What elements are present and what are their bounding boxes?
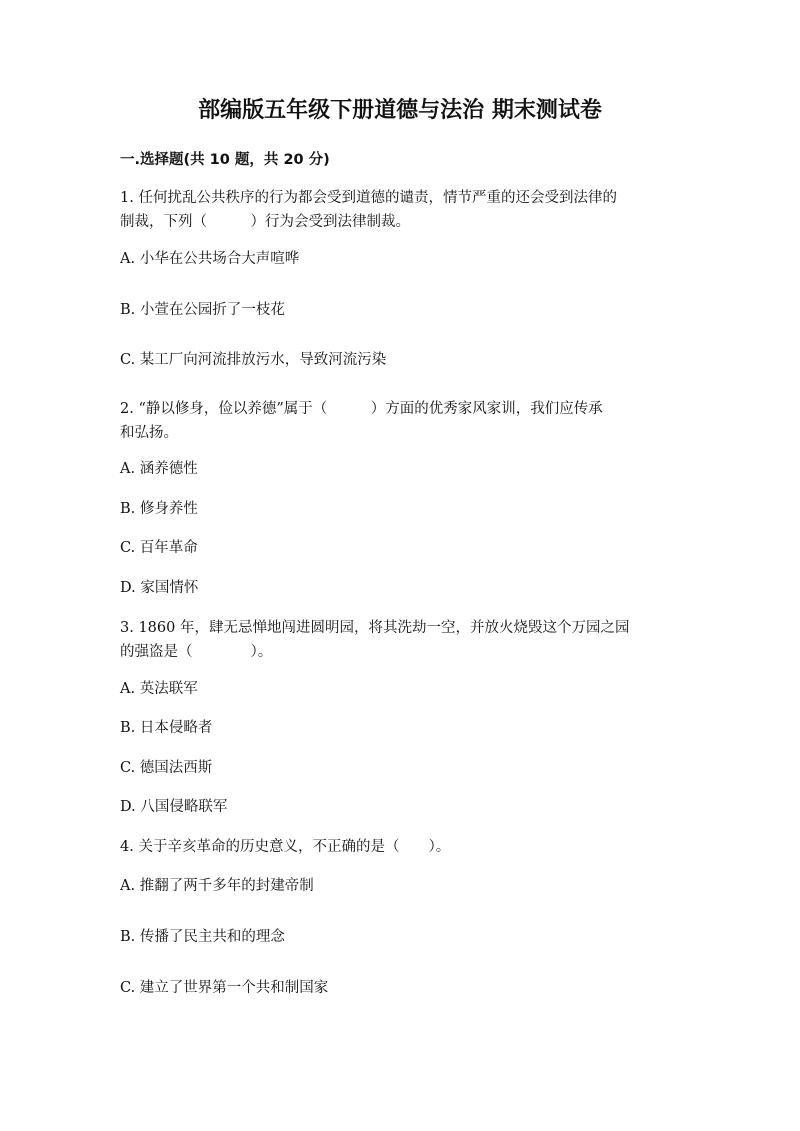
question-text-line: 的强盗是（ ）。	[120, 644, 273, 660]
question-3-option-a: A. 英法联军	[120, 681, 198, 697]
question-text-line: 制裁，下列（ ）行为会受到法律制裁。	[120, 214, 410, 230]
question-text-line: 3. 1860 年，肆无忌惮地闯进圆明园，将其洗劫一空，并放火烧毁这个万园之园	[120, 620, 630, 636]
question-4-option-b: B. 传播了民主共和的理念	[120, 929, 285, 945]
question-2	[120, 397, 680, 445]
question-text-line: 1. 任何扰乱公共秩序的行为都会受到道德的谴责，情节严重的还会受到法律的	[120, 190, 617, 206]
question-4-option-c: C. 建立了世界第一个共和制国家	[120, 980, 329, 996]
question-2-option-c: C. 百年革命	[120, 540, 198, 556]
question-3-option-d: D. 八国侵略联军	[120, 799, 228, 815]
question-1-option-b: B. 小萱在公园折了一枝花	[120, 302, 285, 318]
question-2-option-d: D. 家国情怀	[120, 580, 199, 596]
question-text-line: 2. “静以修身，俭以养德”属于（ ）方面的优秀家风家训，我们应传承	[120, 401, 603, 417]
question-2-option-a: A. 涵养德性	[120, 461, 198, 477]
question-4	[120, 835, 680, 859]
question-3-option-c: C. 德国法西斯	[120, 760, 213, 776]
question-3-option-b: B. 日本侵略者	[120, 720, 213, 736]
page-title: 部编版五年级下册道德与法治 期末测试卷	[198, 98, 602, 123]
question-3	[120, 616, 680, 664]
question-4-option-a: A. 推翻了两千多年的封建帝制	[120, 878, 314, 894]
question-1-option-a: A. 小华在公共场合大声喧哗	[120, 251, 300, 267]
question-1	[120, 186, 680, 234]
section-heading: 一.选择题(共 10 题，共 20 分)	[120, 152, 330, 168]
question-text-line: 4. 关于辛亥革命的历史意义，不正确的是（ ）。	[120, 839, 451, 855]
question-1-option-c: C. 某工厂向河流排放污水，导致河流污染	[120, 352, 387, 368]
question-text-line: 和弘扬。	[120, 425, 178, 441]
question-2-option-b: B. 修身养性	[120, 501, 198, 517]
